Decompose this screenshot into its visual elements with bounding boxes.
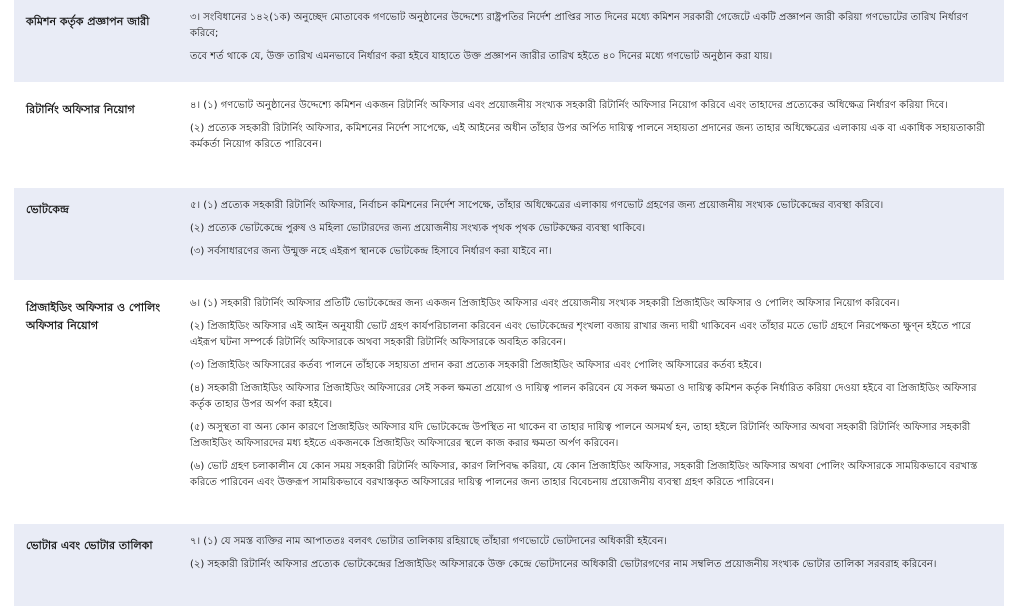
section-paragraph: (২) প্রিজাইডিং অফিসার এই আইন অনুযায়ী ভোট গ্রহণ কার্যপরিচালনা করিবেন এবং ভোটকেন্দ্রের শৃংখলা বজায় রাখার জন্য দায়ী থাকিবেন এবং তাঁহার মতে ভোট গ্রহণে নিরপেক্ষতা ক্ষুণ্ন হইতে পারে এইরূপ ঘটনা সম্পর্কে রিটার্নিং অফিসারকে অথবা সহকারী রিটার্নিং অফিসারকে অবহিত করিবেন। [190, 321, 971, 348]
section-paragraph: (৩) সর্বসাধারণের জন্য উন্মুক্ত নহে এইরূপ স্থানকে ভোটকেন্দ্র হিসাবে নির্ধারণ করা যাইবে না। [190, 246, 552, 257]
section-paragraph: (২) সহকারী রিটার্নিং অফিসার প্রত্যেক ভোটকেন্দ্রের প্রিজাইডিং অফিসারকে উক্ত কেন্দ্রে ভোটদানের অধিকারী ভোটারগণের নাম সম্বলিত প্রয়োজনীয় সংখ্যক ভোটার তালিকা সরবরাহ করিবেন। [190, 559, 937, 570]
section-row-voter-list [14, 524, 1004, 612]
law-sections-table [14, 0, 1004, 612]
section-heading: ভোটার এবং ভোটার তালিকা [26, 539, 153, 552]
section-row-polling-station [14, 188, 1004, 286]
section-paragraph: ৩। সংবিধানের ১৪২(১ক) অনুচ্ছেদ মোতাবেক গণভোট অনুষ্ঠানের উদ্দেশ্যে রাষ্ট্রপতির নির্দেশ প্রাপ্তির সাত দিনের মধ্যে কমিশন সরকারী গেজেটে একটি প্রজ্ঞাপন জারী করিয়া গণভোটের তারিখ নির্ধারণ করিবে; [190, 12, 969, 39]
section-paragraph: (৪) সহকারী প্রিজাইডিং অফিসার প্রিজাইডিং অফিসারের সেই সকল ক্ষমতা প্রয়োগ ও দায়িত্ব পালন করিবেন যে সকল ক্ষমতা ও দায়িত্ব কমিশন কর্তৃক নির্ধারিত করিয়া দেওয়া হইবে বা প্রিজাইডিং অফিসার কর্তৃক তাহার উপর অর্পণ করা হইবে। [190, 383, 977, 410]
section-paragraph: (৩) প্রিজাইডিং অফিসারের কর্তব্য পালনে তাঁহাকে সহায়তা প্রদান করা প্রত্যেক সহকারী প্রিজাইডিং অফিসার এবং পোলিং অফিসারের কর্তব্য হইবে। [190, 360, 762, 371]
section-paragraph: (৬) ভোট গ্রহণ চলাকালীন যে কোন সময় সহকারী রিটার্নিং অফিসার, কারণ লিপিবদ্ধ করিয়া, যে কোন প্রিজাইডিং অফিসার, সহকারী প্রিজাইডিং অফিসার অথবা পোলিং অফিসারকে সাময়িকভাবে বরখাস্ত করিতে পারিবেন এবং উক্তরূপ সাময়িকভাবে বরখাস্তকৃত অফিসারের দায়িত্ব পালনের জন্য তাহার বিবেচনায় প্রয়োজনীয় ব্যবস্থা গ্রহণ করিতে পারিবেন। [190, 461, 978, 488]
section-body [184, 188, 1004, 280]
section-paragraph: ৬। (১) সহকারী রিটার্নিং অফিসার প্রতিটি ভোটকেন্দ্রের জন্য একজন প্রিজাইডিং অফিসার এবং প্রয়োজনীয় সংখ্যক সহকারী প্রিজাইডিং অফিসার ও পোলিং অফিসার নিয়োগ করিবেন। [190, 298, 900, 309]
section-paragraph: ৫। (১) প্রত্যেক সহকারী রিটার্নিং অফিসার, নির্বাচন কমিশনের নির্দেশ সাপেক্ষে, তাঁহার অধিক্ষেত্রের এলাকায় গণভোট গ্রহণের জন্য প্রয়োজনীয় সংখ্যক ভোটকেন্দ্রের ব্যবস্থা করিবে। [190, 200, 884, 211]
section-paragraph: (৫) অসুস্থতা বা অন্য কোন কারণে প্রিজাইডিং অফিসার যদি ভোটকেন্দ্রে উপস্থিত না থাকেন বা তাহার দায়িত্ব পালনে অসমর্থ হন, তাহা হইলে রিটার্নিং অফিসার অথবা সহকারী রিটার্নিং অফিসার সহকারী প্রিজাইডিং অফিসারদের মধ্য হইতে একজনকে প্রিজাইডিং অফিসারের স্থলে কাজ করার ক্ষমতা অর্পণ করিবেন। [190, 422, 971, 449]
section-body [184, 0, 1004, 82]
section-paragraph: ৪। (১) গণভোট অনুষ্ঠানের উদ্দেশ্যে কমিশন একজন রিটার্নিং অফিসার এবং প্রয়োজনীয় সংখ্যক সহকারী রিটার্নিং অফিসার নিয়োগ করিবে এবং তাহাদের প্রত্যেকের অধিক্ষেত্র নির্ধারণ করিয়া দিবে। [190, 100, 948, 111]
section-body [184, 524, 1004, 606]
section-paragraph: (২) প্রত্যেক সহকারী রিটার্নিং অফিসার, কমিশনের নির্দেশ সাপেক্ষে, এই আইনের অধীন তাঁহার উপর অর্পিত দায়িত্ব পালনে সহায়তা প্রদানের জন্য তাহার অধিক্ষেত্রের এলাকায় এক বা একাধিক সহায়তাকারী কর্মকর্তা নিয়োগ করিতে পারিবেন। [190, 123, 985, 150]
section-row-returning-officer [14, 88, 1004, 188]
section-heading: রিটার্নিং অফিসার নিয়োগ [26, 103, 135, 116]
section-heading: ভোটকেন্দ্র [26, 203, 69, 216]
section-paragraph: (২) প্রত্যেক ভোটকেন্দ্রে পুরুষ ও মহিলা ভোটারদের জন্য প্রয়োজনীয় সংখ্যক পৃথক পৃথক ভোটকক্ষের ব্যবস্থা থাকিবে। [190, 223, 646, 234]
section-row-presiding-officer [14, 286, 1004, 524]
section-row-proclamation [14, 0, 1004, 88]
section-paragraph: তবে শর্ত থাকে যে, উক্ত তারিখ এমনভাবে নির্ধারণ করা হইবে যাহাতে উক্ত প্রজ্ঞাপন জারীর তারিখ হইতে ৪০ দিনের মধ্যে গণভোট অনুষ্ঠান করা যায়। [190, 51, 773, 62]
section-heading: কমিশন কর্তৃক প্রজ্ঞাপন জারী [26, 15, 150, 28]
section-body [184, 286, 1004, 518]
section-body [184, 88, 1004, 182]
section-heading: প্রিজাইডিং অফিসার ও পোলিং অফিসার নিয়োগ [26, 301, 161, 332]
section-paragraph: ৭। (১) যে সমস্ত ব্যক্তির নাম আপাততঃ বলবৎ ভোটার তালিকায় রহিয়াছে তাঁহারা গণভোটে ভোটদানের অধিকারী হইবেন। [190, 536, 667, 547]
